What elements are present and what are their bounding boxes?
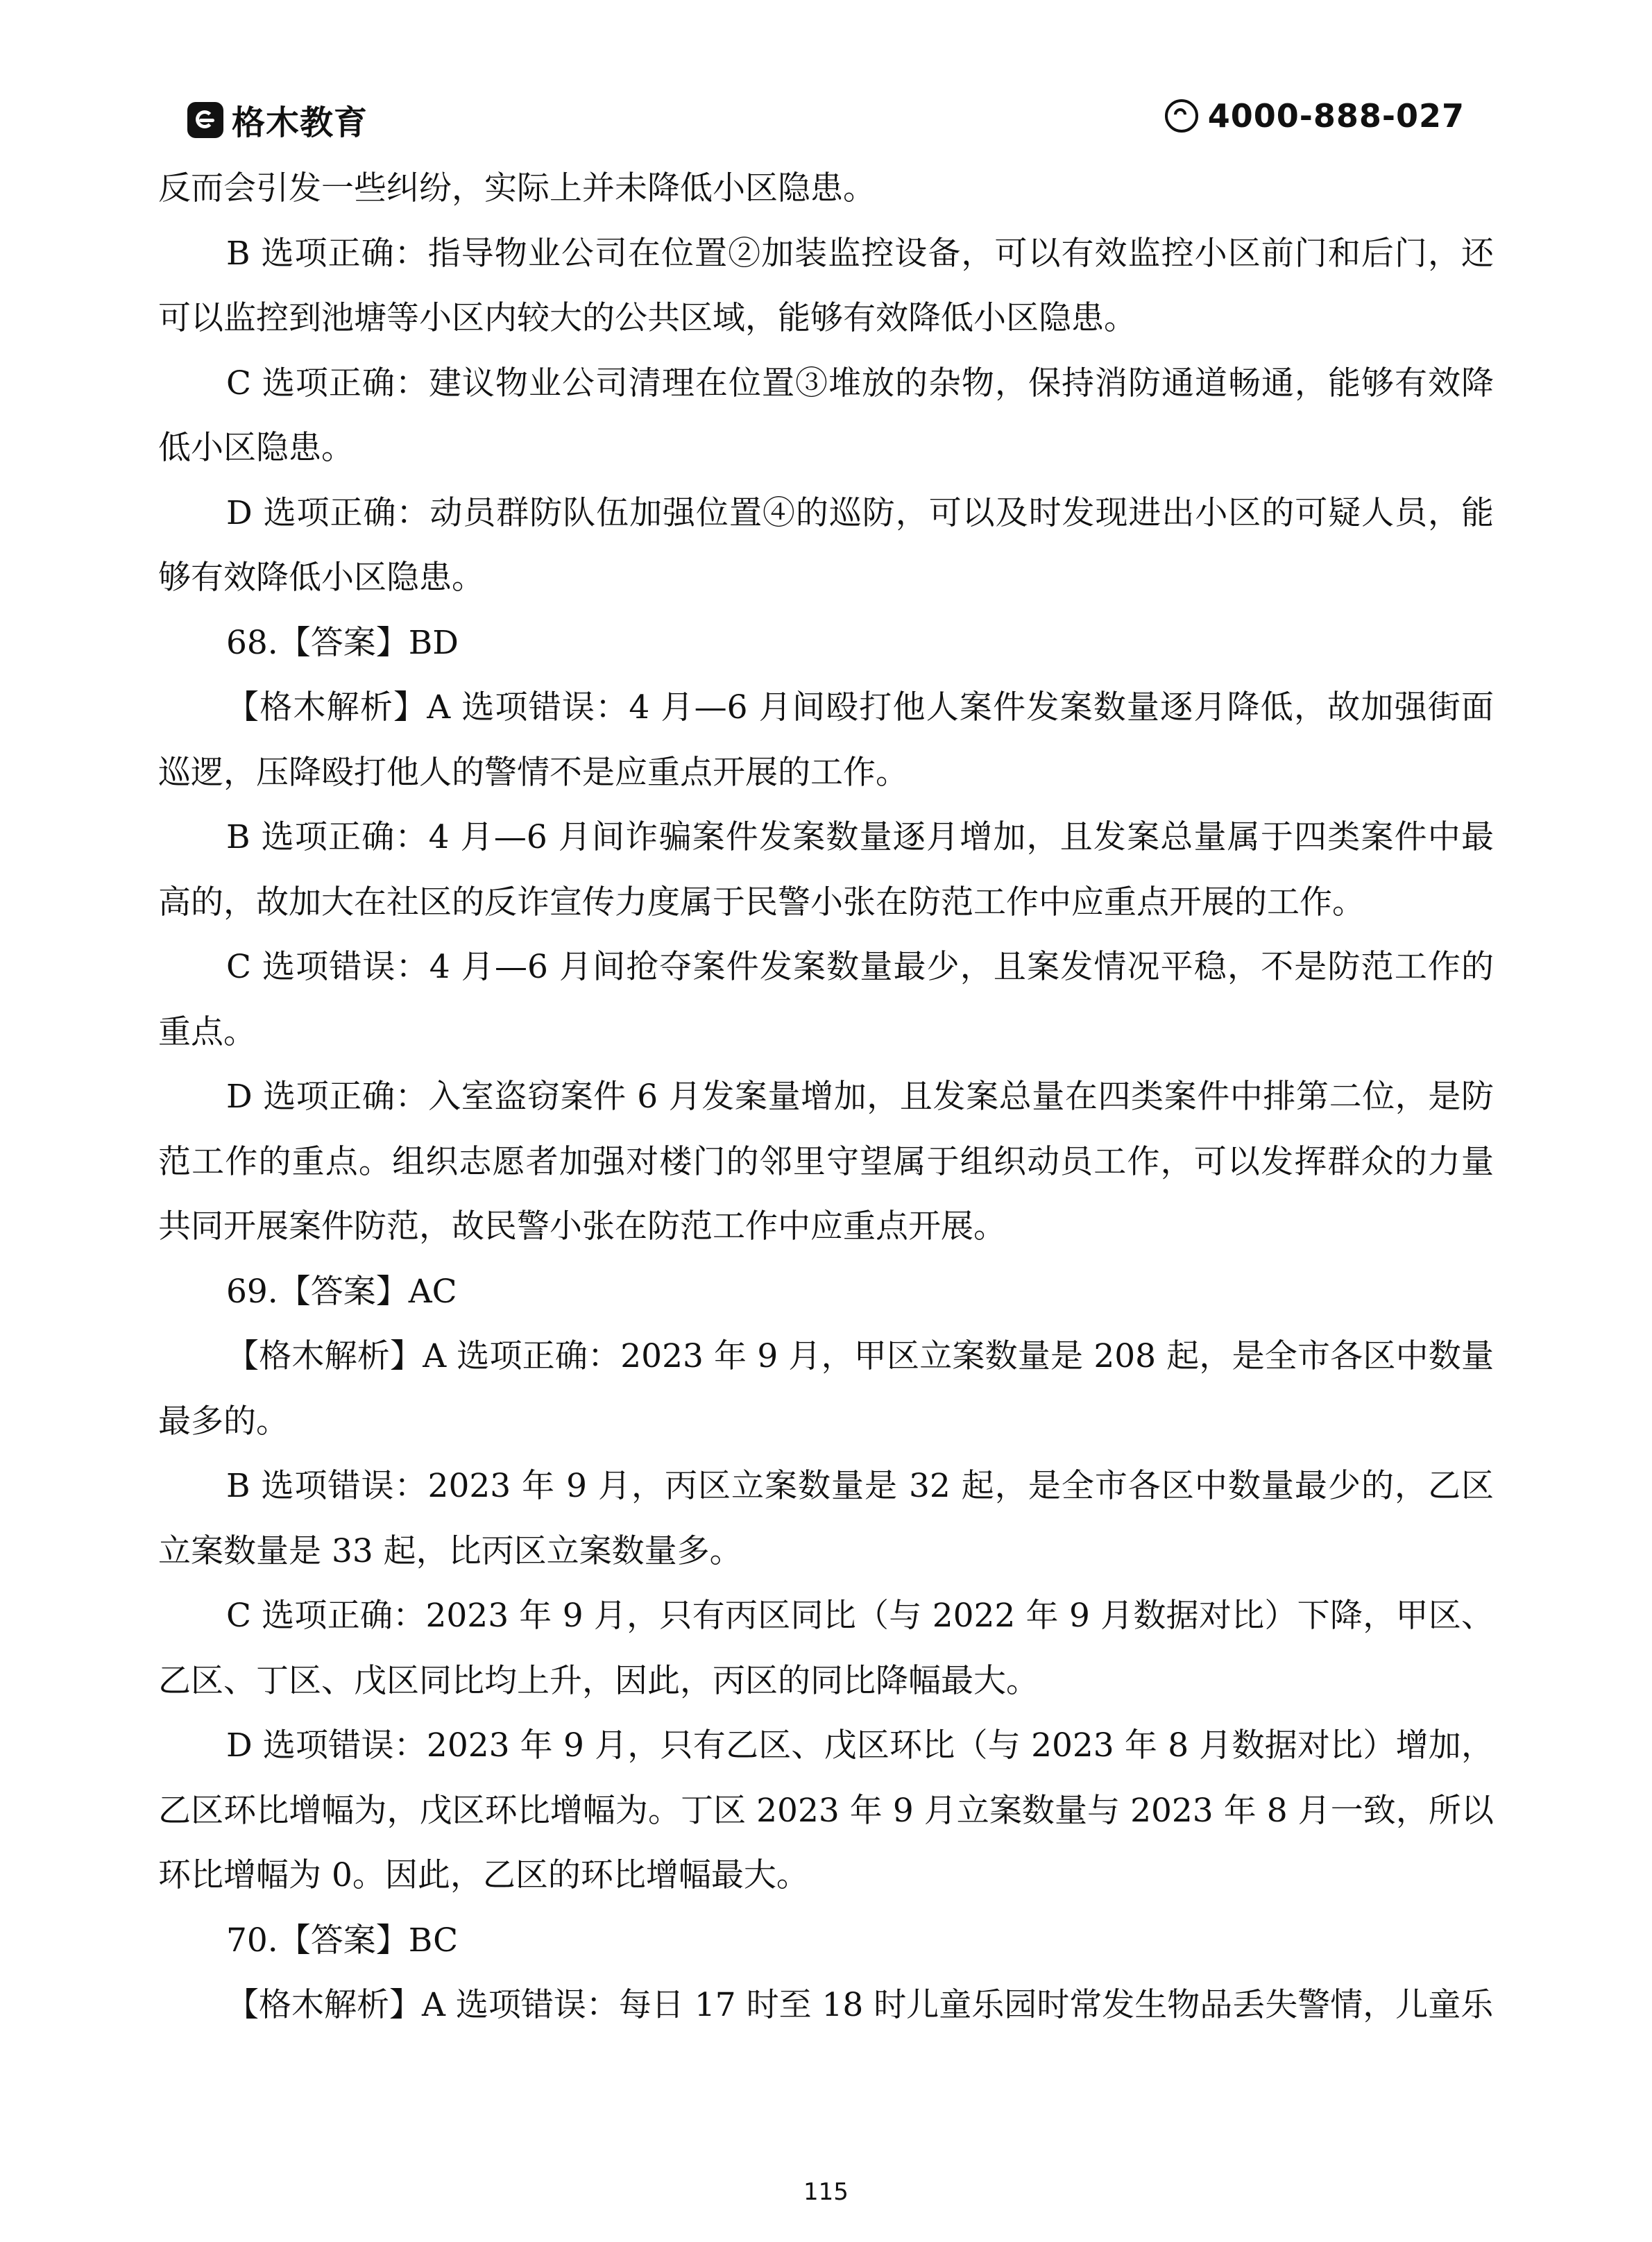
analysis-68-d: D 选项正确：入室盗窃案件 6 月发案量增加，且发案总量在四类案件中排第二位，是防范工作的重点。组织志愿者加强对楼门的邻里守望属于组织动员工作，可以发挥群众的力量共同开展案件防范，故民警小张在防范工作中应重点开展。 xyxy=(158,1078,1494,1246)
analysis-69-a: 【格木解析】A 选项正确：2023 年 9 月，甲区立案数量是 208 起，是全市各区中数量最多的。 xyxy=(158,1337,1494,1441)
answer-70: 70.【答案】BC xyxy=(226,1921,459,1960)
answer-69: 69.【答案】AC xyxy=(226,1272,457,1311)
analysis-68-c: C 选项错误：4 月—6 月间抢夺案件发案数量最少，且案发情况平稳，不是防范工作的重点。 xyxy=(158,948,1494,1051)
brand xyxy=(187,96,368,144)
analysis-68-a: 【格木解析】A 选项错误：4 月—6 月间殴打他人案件发案数量逐月降低，故加强街面巡逻，压降殴打他人的警情不是应重点开展的工作。 xyxy=(158,688,1494,792)
page-number: 115 xyxy=(803,2178,849,2206)
paragraph-option-c: C 选项正确：建议物业公司清理在位置③堆放的杂物，保持消防通道畅通，能够有效降低小区隐患。 xyxy=(158,364,1494,467)
analysis-69-b: B 选项错误：2023 年 9 月，丙区立案数量是 32 起，是全市各区中数量最少的，乙区立案数量是 33 起，比丙区立案数量多。 xyxy=(158,1467,1494,1570)
page-header xyxy=(187,96,1465,158)
phone-contact xyxy=(1165,97,1465,135)
analysis-69-c: C 选项正确：2023 年 9 月，只有丙区同比（与 2022 年 9 月数据对比）下降，甲区、乙区、丁区、戊区同比均上升，因此，丙区的同比降幅最大。 xyxy=(158,1597,1494,1700)
geemu-logo-icon xyxy=(187,102,223,138)
document-content xyxy=(158,156,1494,2038)
brand-name: 格木教育 xyxy=(232,103,368,142)
analysis-69-d: D 选项错误：2023 年 9 月，只有乙区、戊区环比（与 2023 年 8 月数据对比）增加，乙区环比增幅为，戊区环比增幅为。丁区 2023 年 9 月立案数量与 2023 年 8 月一致，所以环比增幅为 0。因此，乙区的环比增幅最大。 xyxy=(158,1726,1494,1894)
paragraph-option-d: D 选项正确：动员群防队伍加强位置④的巡防，可以及时发现进出小区的可疑人员，能够有效降低小区隐患。 xyxy=(158,493,1494,597)
analysis-68-b: B 选项正确：4 月—6 月间诈骗案件发案数量逐月增加，且发案总量属于四类案件中最高的，故加大在社区的反诈宣传力度属于民警小张在防范工作中应重点开展的工作。 xyxy=(158,818,1494,922)
phone-number: 4000-888-027 xyxy=(1207,97,1465,135)
analysis-70-a: 【格木解析】A 选项错误：每日 17 时至 18 时儿童乐园时常发生物品丢失警情，儿童乐 xyxy=(226,1986,1494,2024)
phone-icon xyxy=(1165,99,1198,133)
paragraph-continuation: 反而会引发一些纠纷，实际上并未降低小区隐患。 xyxy=(158,169,876,207)
paragraph-option-b: B 选项正确：指导物业公司在位置②加装监控设备，可以有效监控小区前门和后门，还可以监控到池塘等小区内较大的公共区域，能够有效降低小区隐患。 xyxy=(158,234,1494,337)
answer-68: 68.【答案】BD xyxy=(226,623,459,662)
